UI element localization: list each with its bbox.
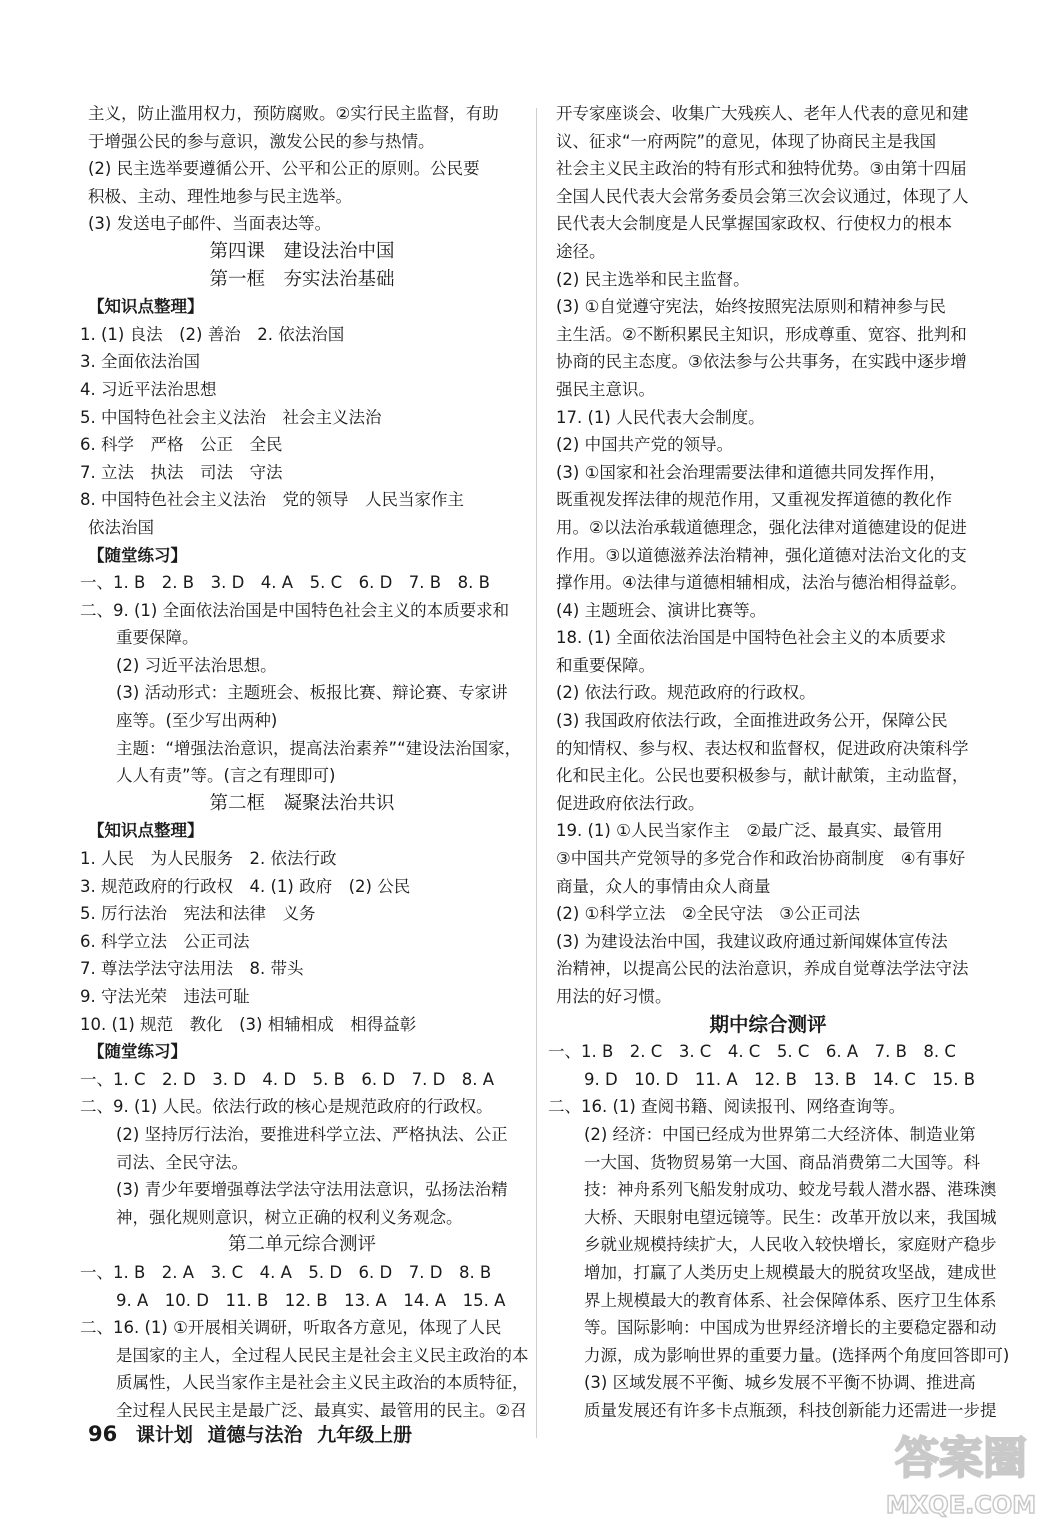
answer-line: 5. 中国特色社会主义法治 社会主义法治 bbox=[80, 407, 382, 427]
answer-line: 5. 厉行法治 宪法和法律 义务 bbox=[80, 904, 316, 924]
answer-line: 民代表大会制度是人民掌握国家政权、行使权力的根本 bbox=[556, 214, 952, 234]
answer-line: (2) 依法行政。规范政府的行政权。 bbox=[556, 683, 816, 703]
answer-line: 是国家的主人，全过程人民民主是社会主义民主政治的本 bbox=[116, 1345, 529, 1365]
answer-line: 6. 科学 严格 公正 全民 bbox=[80, 435, 283, 455]
watermark-url: MXQE.COM bbox=[886, 1491, 1036, 1519]
answer-line: 一、1. B 2. A 3. C 4. A 5. D 6. D 7. D 8. B bbox=[80, 1262, 492, 1282]
answer-line: 大桥、天眼射电望远镜等。民生：改革开放以来，我国城 bbox=[584, 1207, 997, 1227]
answer-line: 主义，防止滥用权力，预防腐败。②实行民主监督，有助 bbox=[88, 104, 499, 123]
subsection-label: 【知识点整理】 bbox=[88, 821, 204, 841]
answer-line: 9. 守法光荣 违法可耻 bbox=[80, 987, 250, 1006]
answer-line: 4. 习近平法治思想 bbox=[80, 379, 217, 399]
answer-line: 界上规模最大的教育体系、社会保障体系、医疗卫生体系 bbox=[584, 1290, 997, 1310]
answer-line: 9. A 10. D 11. B 12. B 13. A 14. A 15. A bbox=[116, 1290, 506, 1310]
answer-line: (2) 民主选举要遵循公开、公平和公正的原则。公民要 bbox=[88, 159, 480, 179]
answer-line: (3) 活动形式：主题班会、板报比赛、辩论赛、专家讲 bbox=[116, 683, 508, 703]
answer-line: 质量发展还有许多卡点瓶颈，科技创新能力还需进一步提 bbox=[584, 1400, 997, 1420]
answer-line: 1. (1) 良法 (2) 善治 2. 依法治国 bbox=[80, 324, 345, 344]
answer-line: (3) ①国家和社会治理需要法律和道德共同发挥作用， bbox=[556, 462, 946, 482]
answer-line: 二、16. (1) ①开展相关调研，听取各方意见，体现了人民 bbox=[80, 1318, 502, 1338]
answer-line: (2) ①科学立法 ②全民守法 ③公正司法 bbox=[556, 904, 860, 924]
answer-line: 19. (1) ①人民当家作主 ②最广泛、最真实、最管用 bbox=[556, 821, 943, 841]
answer-line: (3) 区域发展不平衡、城乡发展不平衡不协调、推进高 bbox=[584, 1373, 976, 1393]
answer-line: 9. D 10. D 11. A 12. B 13. B 14. C 15. B bbox=[584, 1069, 976, 1089]
answer-line: 促进政府依法行政。 bbox=[556, 793, 705, 813]
answer-line: 7. 立法 执法 司法 守法 bbox=[80, 462, 283, 482]
answer-line: (3) 青少年要增强尊法学法守法用法意识，弘扬法治精 bbox=[116, 1180, 508, 1200]
answer-line: 乡就业规模持续扩大，人民收入较快增长，家庭财产稳步 bbox=[584, 1235, 997, 1255]
answer-line: 一、1. C 2. D 3. D 4. D 5. B 6. D 7. D 8. A bbox=[80, 1069, 495, 1089]
answer-line: 强民主意识。 bbox=[556, 379, 655, 399]
page-footer bbox=[88, 1420, 420, 1447]
answer-line: 7. 尊法学法守法用法 8. 带头 bbox=[80, 959, 304, 979]
answer-line: ③中国共产党领导的多党合作和政治协商制度 ④有事好 bbox=[556, 849, 966, 869]
answer-line: 开专家座谈会、收集广大残疾人、老年人代表的意见和建 bbox=[556, 104, 969, 123]
page-number: 96 bbox=[88, 1422, 118, 1446]
answer-line: 等。国际影响：中国成为世界经济增长的主要稳定器和动 bbox=[584, 1318, 997, 1338]
answer-line: 主题：“增强法治意识，提高法治素养”“建设法治国家， bbox=[116, 738, 522, 758]
series-name: 课计划 bbox=[135, 1424, 193, 1446]
section-heading: 第二单元综合测评 bbox=[227, 1234, 376, 1256]
answer-line: 增加，打赢了人类历史上规模最大的脱贫攻坚战，建成世 bbox=[584, 1262, 997, 1282]
answer-line: (3) ①自觉遵守宪法，始终按照宪法原则和精神参与民 bbox=[556, 297, 946, 317]
answer-line: 和重要保障。 bbox=[556, 655, 655, 675]
answer-line: 一、1. B 2. B 3. D 4. A 5. C 6. D 7. B 8. B bbox=[80, 573, 490, 593]
answer-line: 全国人民代表大会常务委员会第三次会议通过，体现了人 bbox=[556, 186, 969, 206]
answer-line: 神，强化规则意识，树立正确的权利义务观念。 bbox=[116, 1207, 463, 1227]
answer-line: 力源，成为影响世界的重要力量。(选择两个角度回答即可) bbox=[584, 1345, 1010, 1365]
answer-line: (3) 我国政府依法行政，全面推进政务公开，保障公民 bbox=[556, 711, 948, 731]
answer-line: 质属性，人民当家作主是社会主义民主政治的本质特征， bbox=[116, 1373, 529, 1393]
answer-line: 撑作用。④法律与道德相辅相成，法治与德治相得益彰。 bbox=[556, 573, 967, 593]
answer-line: (3) 发送电子邮件、当面表达等。 bbox=[88, 214, 332, 234]
answer-line: (2) 坚持厉行法治，要推进科学立法、严格执法、公正 bbox=[116, 1124, 508, 1144]
answer-line: 的知情权、参与权、表达权和监督权，促进政府决策科学 bbox=[556, 738, 969, 758]
answer-line: 途径。 bbox=[556, 241, 606, 261]
answer-line: 技：神舟系列飞船发射成功、蛟龙号载人潜水器、港珠澳 bbox=[584, 1180, 997, 1200]
right-column bbox=[548, 100, 1010, 1425]
subsection-label: 【随堂练习】 bbox=[88, 1042, 187, 1062]
answer-line: 重要保障。 bbox=[116, 628, 199, 648]
answer-line: (2) 民主选举和民主监督。 bbox=[556, 269, 750, 289]
answer-line: 治精神，以提高公民的法治意识，养成自觉尊法学法守法 bbox=[556, 959, 969, 979]
answer-line: 一大国、货物贸易第一大国、商品消费第二大国等。科 bbox=[584, 1152, 980, 1172]
answer-line: 作用。③以道德滋养法治精神，强化道德对法治文化的支 bbox=[556, 545, 967, 565]
answer-line: 全过程人民民主是最广泛、最真实、最管用的民主。②召 bbox=[116, 1400, 527, 1420]
answer-line: (4) 主题班会、演讲比赛等。 bbox=[556, 600, 767, 620]
answer-line: 议、征求“一府两院”的意见，体现了协商民主是我国 bbox=[556, 131, 937, 151]
grade-name: 九年级上册 bbox=[317, 1424, 413, 1446]
left-column bbox=[80, 100, 529, 1425]
answer-line: 依法治国 bbox=[88, 517, 154, 537]
answer-line: 化和民主化。公民也要积极参与，献计献策，主动监督， bbox=[556, 766, 969, 786]
answer-line: 3. 规范政府的行政权 4. (1) 政府 (2) 公民 bbox=[80, 876, 411, 896]
answer-line: 积极、主动、理性地参与民主选举。 bbox=[88, 186, 352, 206]
subject-name: 道德与法治 bbox=[207, 1424, 303, 1446]
answer-line: 8. 中国特色社会主义法治 党的领导 人民当家作主 bbox=[80, 490, 464, 510]
answer-line: 于增强公民的参与意识，激发公民的参与热情。 bbox=[88, 131, 435, 151]
answer-line: 用法的好习惯。 bbox=[556, 987, 672, 1006]
answer-line: 协商的民主态度。③依法参与公共事务，在实践中逐步增 bbox=[556, 352, 967, 372]
watermark-logo bbox=[886, 1418, 1036, 1528]
answer-line: (2) 经济：中国已经成为世界第二大经济体、制造业第 bbox=[584, 1124, 976, 1144]
answer-line: 既重视发挥法律的规范作用，又重视发挥道德的教化作 bbox=[556, 490, 952, 510]
answer-line: 用。②以法治承载道德理念，强化法律对道德建设的促进 bbox=[556, 517, 967, 537]
subsection-label: 【随堂练习】 bbox=[88, 545, 187, 565]
answer-line: 17. (1) 人民代表大会制度。 bbox=[556, 407, 765, 427]
section-heading: 第二框 凝聚法治共识 bbox=[209, 792, 395, 814]
section-heading: 第一框 夯实法治基础 bbox=[209, 268, 395, 290]
answer-line: 3. 全面依法治国 bbox=[80, 352, 200, 372]
answer-line: 人人有责”等。(言之有理即可) bbox=[116, 766, 336, 786]
answer-line: 社会主义民主政治的特有形式和独特优势。③由第十四届 bbox=[556, 159, 967, 179]
answer-line: 一、1. B 2. C 3. C 4. C 5. C 6. A 7. B 8. C bbox=[548, 1042, 956, 1062]
answer-line: 1. 人民 为人民服务 2. 依法行政 bbox=[80, 849, 337, 869]
answer-line: 10. (1) 规范 教化 (3) 相辅相成 相得益彰 bbox=[80, 1014, 417, 1034]
subsection-label: 【知识点整理】 bbox=[88, 297, 204, 317]
section-heading: 第四课 建设法治中国 bbox=[209, 240, 395, 262]
answer-line: (3) 为建设法治中国，我建议政府通过新闻媒体宣传法 bbox=[556, 931, 948, 951]
section-heading: 期中综合测评 bbox=[709, 1012, 827, 1036]
answer-line: 二、16. (1) 查阅书籍、阅读报刊、网络查询等。 bbox=[548, 1097, 906, 1117]
answer-line: 座等。(至少写出两种) bbox=[116, 711, 278, 731]
watermark-text: 答案圈 bbox=[895, 1433, 1027, 1484]
answer-line: 18. (1) 全面依法治国是中国特色社会主义的本质要求 bbox=[556, 628, 947, 648]
answer-line: 司法、全民守法。 bbox=[116, 1152, 248, 1172]
answer-line: 主生活。②不断积累民主知识，形成尊重、宽容、批判和 bbox=[556, 324, 967, 344]
answer-line: (2) 中国共产党的领导。 bbox=[556, 435, 734, 455]
answer-line: (2) 习近平法治思想。 bbox=[116, 655, 277, 675]
column-divider bbox=[536, 108, 537, 1438]
answer-line: 二、9. (1) 人民。依法行政的核心是规范政府的行政权。 bbox=[80, 1097, 493, 1117]
answer-line: 二、9. (1) 全面依法治国是中国特色社会主义的本质要求和 bbox=[80, 600, 510, 620]
answer-line: 商量，众人的事情由众人商量 bbox=[556, 876, 771, 896]
answer-line: 6. 科学立法 公正司法 bbox=[80, 931, 250, 951]
